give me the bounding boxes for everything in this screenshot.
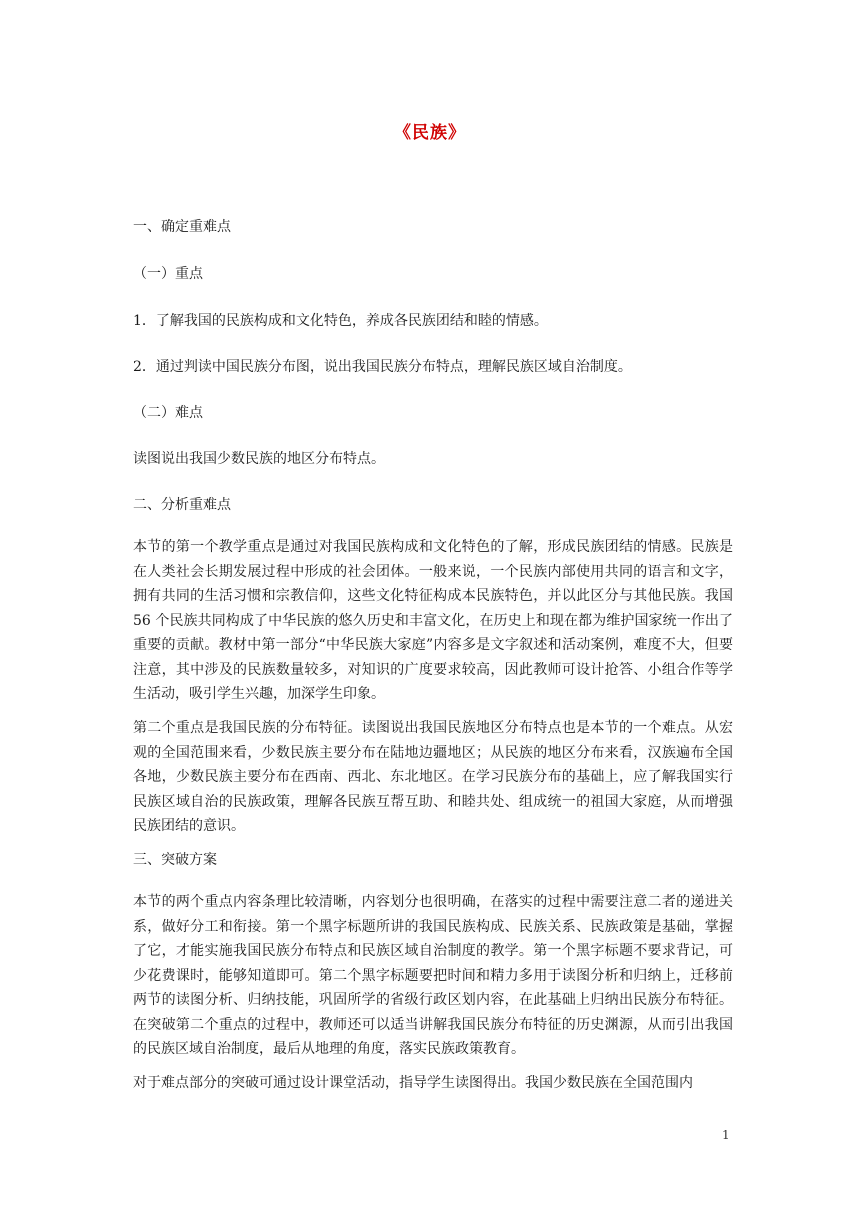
document-title: 《民族》 [394, 123, 466, 143]
key-point-1: 1．了解我国的民族构成和文化特色，养成各民族团结和睦的情感。 [133, 313, 548, 329]
section-heading-2: 二、分析重难点 [133, 497, 231, 513]
section-heading-1: 一、确定重难点 [133, 219, 231, 235]
page-number: 1 [722, 1128, 730, 1142]
section-heading-3: 三、突破方案 [133, 852, 217, 868]
paragraph-4: 对于难点部分的突破可通过设计课堂活动，指导学生读图得出。我国少数民族在全国范围内 [133, 1075, 693, 1091]
paragraph-2: 第二个重点是我国民族的分布特征。读图说出我国民族地区分布特点也是本节的一个难点。从宏观的全国范围来看，少数民族主要分布在陆地边疆地区；从民族的地区分布来看，汉族遍布全国各地，少数民族主要分布在西南、西北、东北地区。在学习民族分布的基础上，应了解我国实行民族区域自治的民族政策，理解各民族互帮互助、和睦共处、组成统一的祖国大家庭，从而增强民族团结的意识。 [133, 720, 733, 834]
paragraph-1: 本节的第一个教学重点是通过对我国民族构成和文化特色的了解，形成民族团结的情感。民族是在人类社会长期发展过程中形成的社会团体。一般来说，一个民族内部使用共同的语言和文字，拥有共同的生活习惯和宗教信仰，这些文化特征构成本民族特色，并以此区分与其他民族。我国 56 个民族共同构成了中华民族的悠久历史和丰富文化，在历史上和现在都为维护国家统一作出了重要的贡献。教材中第一部分“中华民族大家庭”内容多是文字叙述和活动案例，难度不大，但要注意，其中涉及的民族数量较多，对知识的广度要求较高，因此教师可设计抢答、小组合作等学生活动，吸引学生兴趣，加深学生印象。 [133, 539, 733, 702]
difficulty-text: 读图说出我国少数民族的地区分布特点。 [133, 451, 385, 467]
key-point-2: 2．通过判读中国民族分布图，说出我国民族分布特点，理解民族区域自治制度。 [133, 359, 632, 375]
paragraph-3: 本节的两个重点内容条理比较清晰，内容划分也很明确，在落实的过程中需要注意二者的递进关系，做好分工和衔接。第一个黑字标题所讲的我国民族构成、民族关系、民族政策是基础，掌握了它，才能实施我国民族分布特点和民族区域自治制度的教学。第一个黑字标题不要求背记，可少花费课时，能够知道即可。第二个黑字标题要把时间和精力多用于读图分析和归纳上，迁移前两节的读图分析、归纳技能，巩固所学的省级行政区划内容，在此基础上归纳出民族分布特征。在突破第二个重点的过程中，教师还可以适当讲解我国民族分布特征的历史渊源，从而引出我国的民族区域自治制度，最后从地理的角度，落实民族政策教育。 [133, 894, 733, 1057]
subsection-heading-difficulty: （二）难点 [133, 405, 203, 421]
subsection-heading-key-points: （一）重点 [133, 266, 203, 282]
